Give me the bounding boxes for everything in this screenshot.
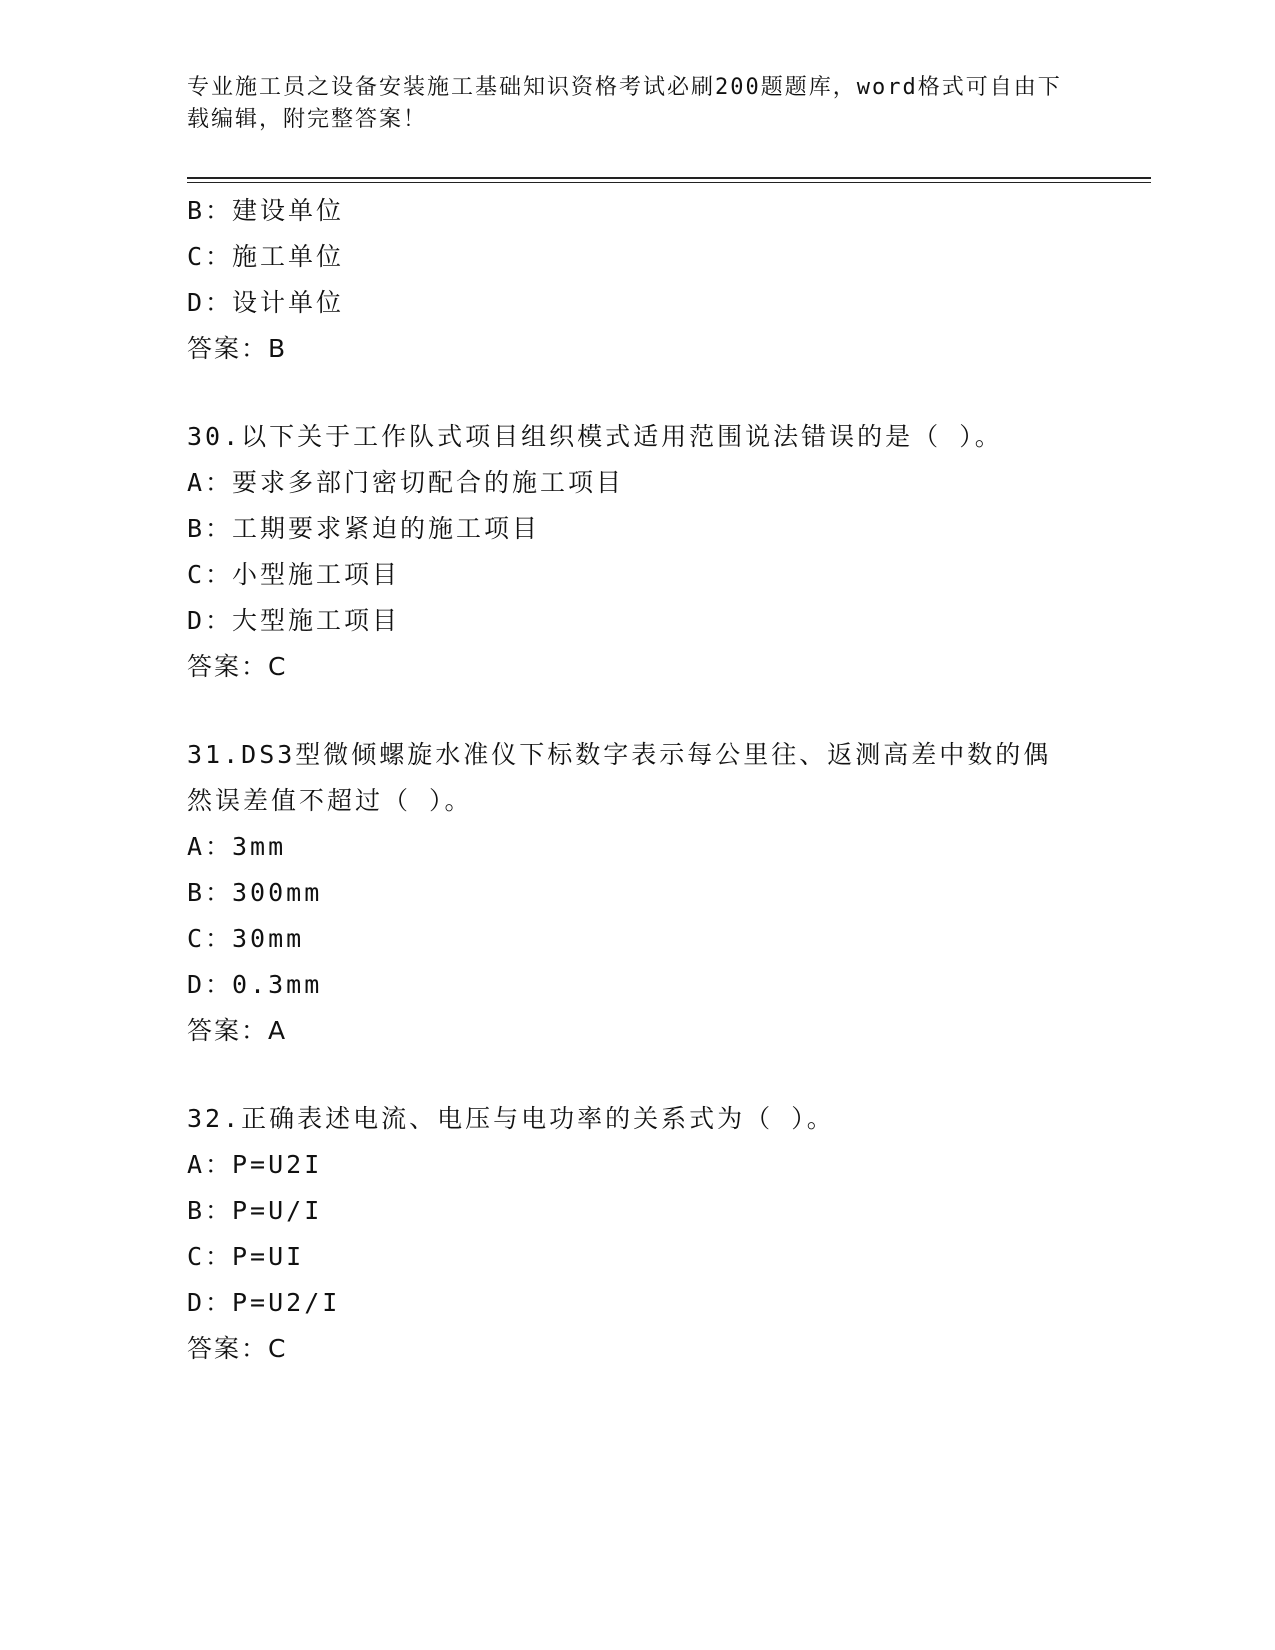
- option-b: [187, 1188, 1067, 1234]
- option-text: 小型施工项目: [232, 560, 401, 589]
- option-label: B：: [187, 878, 234, 907]
- option-text: 工期要求紧迫的施工项目: [232, 514, 541, 543]
- option-c: [187, 1234, 1067, 1280]
- question-stem: 32.正确表述电流、电压与电功率的关系式为（ ）。: [187, 1104, 835, 1133]
- option-text: 建设单位: [232, 196, 345, 225]
- option-a: [187, 824, 1067, 870]
- option-label: C：: [187, 242, 234, 271]
- option-label: A：: [187, 832, 234, 861]
- question-content: [187, 188, 1067, 1372]
- option-text: 施工单位: [232, 242, 345, 271]
- option-text: P=UI: [232, 1242, 305, 1271]
- option-label: B：: [187, 196, 234, 225]
- question-31: [187, 732, 1067, 1054]
- answer-line: 答案：C: [187, 652, 288, 681]
- option-label: B：: [187, 514, 234, 543]
- question-30: [187, 414, 1067, 690]
- partial-question: [187, 188, 1067, 372]
- option-label: A：: [187, 468, 234, 497]
- answer-line: 答案：C: [187, 1334, 288, 1363]
- option-text: 设计单位: [232, 288, 345, 317]
- question-32: [187, 1096, 1067, 1372]
- option-label: C：: [187, 560, 234, 589]
- option-d: [187, 598, 1067, 644]
- option-label: B：: [187, 1196, 234, 1225]
- option-c: [187, 552, 1067, 598]
- option-label: C：: [187, 924, 234, 953]
- option-text: 大型施工项目: [232, 606, 401, 635]
- option-b: [187, 870, 1067, 916]
- answer-line: 答案：A: [187, 1016, 288, 1045]
- header-rule-thick: [187, 177, 1151, 179]
- option-text: 要求多部门密切配合的施工项目: [232, 468, 625, 497]
- option-label: A：: [187, 1150, 234, 1179]
- option-text: P=U2I: [232, 1150, 323, 1179]
- question-stem: 31.DS3型微倾螺旋水准仪下标数字表示每公里往、返测高差中数的偶然误差值不超过（ ）。: [187, 740, 1052, 815]
- option-b: [187, 506, 1067, 552]
- option-label: D：: [187, 288, 234, 317]
- option-text: P=U2/I: [232, 1288, 341, 1317]
- option-a: [187, 1142, 1067, 1188]
- answer-line: 答案：B: [187, 334, 288, 363]
- document-header: 专业施工员之设备安装施工基础知识资格考试必刷200题题库，word格式可自由下载编辑，附完整答案！: [187, 75, 1062, 132]
- option-b: [187, 188, 1067, 234]
- option-text: 300mm: [232, 878, 323, 907]
- option-c: [187, 234, 1067, 280]
- header-rule-thin: [187, 182, 1151, 183]
- option-d: [187, 962, 1067, 1008]
- option-text: 3mm: [232, 832, 287, 861]
- option-label: D：: [187, 606, 234, 635]
- option-text: 30mm: [232, 924, 305, 953]
- question-stem: 30.以下关于工作队式项目组织模式适用范围说法错误的是（ ）。: [187, 422, 1003, 451]
- option-text: P=U/I: [232, 1196, 323, 1225]
- option-label: C：: [187, 1242, 234, 1271]
- option-label: D：: [187, 970, 234, 999]
- option-d: [187, 1280, 1067, 1326]
- option-d: [187, 280, 1067, 326]
- option-a: [187, 460, 1067, 506]
- option-c: [187, 916, 1067, 962]
- option-text: 0.3mm: [232, 970, 323, 999]
- option-label: D：: [187, 1288, 234, 1317]
